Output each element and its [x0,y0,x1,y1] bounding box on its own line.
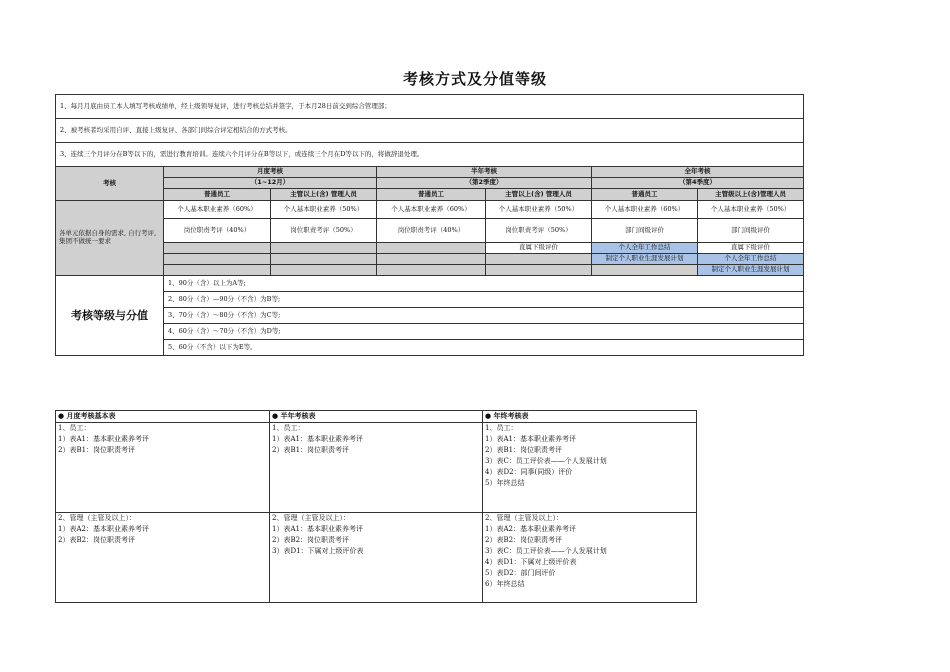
form-line: 3）表C：员工评价表——个人发展计划 [485,457,607,465]
col-manager: 主管级以上(含)管理人员 [698,189,804,201]
cell: 个人基本职业素养（60%） [164,201,271,219]
col-staff: 普通员工 [164,189,271,201]
monthly-period: （1~12月） [164,178,377,189]
form-line: 2）表B1：岗位职责考评 [58,446,136,454]
cell [592,265,698,276]
grade-item: 5、60分（不含）以下为E等。 [164,340,804,356]
half-year-staff-forms [270,423,483,513]
cell: 个人基本职业素养（60%） [592,201,698,219]
cell: 个人基本职业素养（50%） [486,201,592,219]
cell: 个人基本职业素养（50%） [698,201,804,219]
cell [271,254,377,265]
page-title: 考核方式及分值等级 [402,70,547,88]
cell [164,243,271,254]
col-staff: 普通员工 [377,189,486,201]
grade-item: 2、80分（含）—90分（不含）为B等; [164,292,804,308]
half-year-header: 半年考核 [377,167,592,178]
cell [164,254,271,265]
cell: 岗位职责考评（50%） [486,219,592,243]
form-line: 1、员工： [485,424,518,432]
cell: 个人基本职业素养（60%） [377,201,486,219]
form-line: 3）表D1：下属对上级评价表 [272,547,364,555]
grade-item: 3、70分（含）～80分（不含）为C等; [164,308,804,324]
form-line: 5）表D2：部门间评价 [485,569,556,577]
form-line: 2）表B1：岗位职责考评 [272,446,350,454]
grade-item: 1、90分（含）以上为A等; [164,276,804,292]
monthly-header: 月度考核 [164,167,377,178]
cell: 直属下级评价 [486,243,592,254]
form-line: 1、员工： [272,424,305,432]
cell: 部门间级评价 [698,219,804,243]
form-line: 2、管理（主管及以上）： [272,514,350,522]
form-line: 6）年终总结 [485,580,525,588]
left-description: 各单元依据自身的需求, 自行考评, 集团不做统一要求 [56,201,164,276]
forms-table [55,410,697,603]
form-line: 4）表D2：同事(同级）评价 [485,468,573,476]
form-line: 3）表C：员工评价表——个人发展计划 [485,547,607,555]
col-staff: 普通员工 [592,189,698,201]
annual-staff-forms [483,423,697,513]
form-line: 1）表A1：基本职业素养考评 [485,435,576,443]
form-line: 1）表A2：基本职业素养考评 [58,525,149,533]
form-line: 1）表A1：基本职业素养考评 [272,435,363,443]
col-manager: 主管以上(含) 管理人员 [271,189,377,201]
cell: 个人全年工作总结 [698,254,804,265]
cell [486,254,592,265]
col-manager: 主管以上(含) 管理人员 [486,189,592,201]
cell: 岗位职责考评（40%） [377,219,486,243]
half-year-forms-header: ● 半年考核表 [270,411,483,423]
form-line: 2）表B2：岗位职责考评 [58,536,136,544]
monthly-staff-forms [56,423,270,513]
cell: 岗位职责考评（50%） [271,219,377,243]
form-line: 2）表B1：岗位职责考评 [485,446,563,454]
cell [271,243,377,254]
form-line: 2、管理（主管及以上）： [485,514,563,522]
form-line: 2）表B2：岗位职责考评 [485,536,563,544]
form-line: 5）年终总结 [485,479,525,487]
form-line: 1）表A1：基本职业素养考评 [58,435,149,443]
form-line: 1）表A2：基本职业素养考评 [485,525,576,533]
annual-header: 全年考核 [592,167,804,178]
half-year-manager-forms [270,513,483,603]
cell: 部门间级评价 [592,219,698,243]
half-year-period: （第2季度） [377,178,592,189]
cell: 个人全年工作总结 [592,243,698,254]
cell [271,265,377,276]
cell [377,243,486,254]
note-3: 3、连续三个月评分在B等以下的，需进行教育培训。连续六个月评分在B等以下，或连续三个月在D等以下的，将做辞退处理。 [56,143,804,167]
cell [486,265,592,276]
cell [164,265,271,276]
note-1: 1、每月月底由员工本人填写考核成绩单，经上级领导复评，进行考核总结并签字，于本月28日前交到综合管理部； [56,95,804,119]
monthly-forms-header: ● 月度考核基本表 [56,411,270,423]
grade-item: 4、60分（含）～70分（不含）为D等; [164,324,804,340]
form-line: 2、管理（主管及以上）： [58,514,136,522]
annual-manager-forms [483,513,697,603]
annual-forms-header: ● 年终考核表 [483,411,697,423]
assessment-table [55,94,804,356]
cell: 直属下级评价 [698,243,804,254]
form-line: 1、员工： [58,424,91,432]
cell: 个人基本职业素养（50%） [271,201,377,219]
grade-label: 考核等级与分值 [56,276,164,356]
form-line: 4）表D1：下属对上级评价表 [485,558,577,566]
annual-period: （第4季度） [592,178,804,189]
monthly-manager-forms [56,513,270,603]
form-line: 2）表B2：岗位职责考评 [272,536,350,544]
note-2: 2、被考核者均采用自评、直接上级复评、各部门间综合评定相结合的方式考核。 [56,119,804,143]
cell [377,265,486,276]
cell: 制定个人职业生涯发展计划 [698,265,804,276]
cell: 岗位职责考评（40%） [164,219,271,243]
cell [377,254,486,265]
form-line: 1）表A1：基本职业素养考评 [272,525,363,533]
kaohe-header: 考核 [56,167,164,201]
cell: 制定个人职业生涯发展计划 [592,254,698,265]
